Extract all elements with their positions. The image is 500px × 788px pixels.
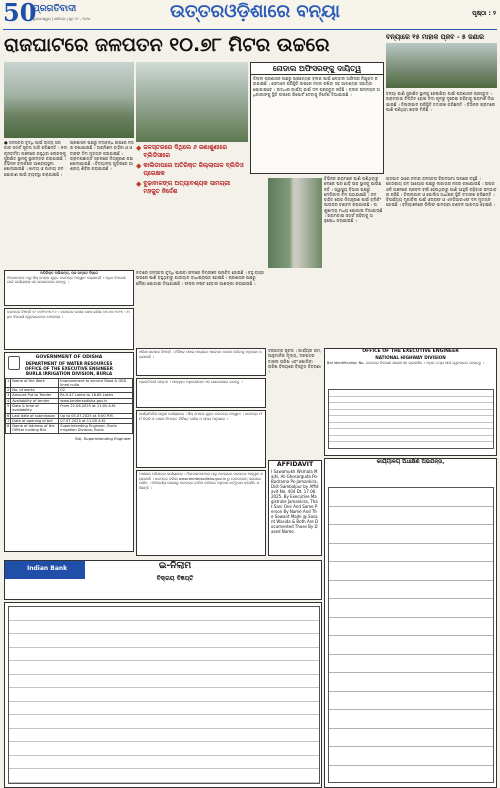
highlight-item: ◆ କାଲିଡାପରେ ଅତିରିକ୍ତ ଜିଲ୍ଲାପାଳ ବ୍ଲିଡିଓ ପ୍ରେକ୍ଷକ (136, 162, 244, 177)
center-notice-2-body: ପ୍ରଗତିବାଦୀ ସମ୍ବାଦ । ସମ୍ପୃକ୍ତ ଅଧିକାରୀଙ୍କ ସହ ଯୋଗାଯୋଗ କରନ୍ତୁ । (139, 380, 243, 384)
flood-photo-people (136, 62, 248, 142)
date-line: ଭୁବନେଶ୍ୱର | ଶନିବାର | ଜୁନ ୧୯ , ୨୦୨୫ (33, 17, 91, 21)
side-headline: ବନ୍ୟାରେ ୧୫ ମାହାକ ପ୍ଳବ - ୫ ଜଣାର (386, 33, 484, 41)
tender-cell-no: 7 (7, 418, 10, 423)
bullet-icon: ◆ (136, 180, 142, 188)
notice-small-2-body: ଦରପତ୍ର ବିଜ୍ଞପ୍ତି ନଂ ୦୧/୨୦୨୫-୨୬ । ଦରପତ୍ର ଦାଖଲ ଶେଷ ତାରିଖ ୦୫.୦୭.୨୦୨୫ । ଅଧିକ ବିବରଣୀ ୱେବସାଇଟରେ ଉପଲବ୍ଧ । (7, 310, 130, 319)
masthead-divider (3, 29, 497, 30)
left-column-story: ● ଜଳସ୍ତର ବୃଦ୍ଧି ପାଇଁ ରାଜ୍ୟ ସରକାର ସତର୍କ ସୂଚନା ଜାରି କରିଛନ୍ତି । ନଦୀ କୂଳବର୍ତ୍ତୀ ଅଞ୍ଚଳରେ ରହୁଥିବା ଲୋକଙ୍କୁ ସୁରକ୍ଷିତ ସ୍ଥାନକୁ ସ୍ଥାନାନ୍ତର କରାଯାଉଛି । ବିଭିନ୍ନ ବ୍ଲକରେ ଆଶ୍ରୟସ୍ଥଳୀ ଖୋଲାଯାଇଛି । ଖାଦ୍ୟ ଓ ପାନୀୟ ଜଳ ଯୋଗାଣ ପାଇଁ ବ୍ୟବସ୍ଥା କରାଯାଇଛି । (4, 140, 68, 177)
center-notice-2 (136, 378, 266, 408)
govt-emblem-icon (8, 356, 20, 370)
tender-row (6, 424, 133, 434)
main-headline: ରାଜଘାଟରେ ଜଳପତନ ୧୦.୭୮ ମିଟର ଉଚ୍ଚରେ (4, 34, 330, 56)
tender-signature: Sd/- Superintending Engineer (75, 435, 131, 441)
tender-table (5, 378, 133, 434)
indian-bank-logo (5, 561, 85, 579)
tender-cell-no: 1 (6, 378, 11, 388)
flood-photo-main (4, 62, 134, 138)
notice-small-1-body: ଠିକାଦାରଙ୍କ ଠାରୁ ସିଲ୍ ମୋହର ଯୁକ୍ତ ଦରପତ୍ର ଆହ୍ୱାନ କରାଯାଉଛି । ଅଧିକ ବିବରଣୀ ପାଇଁ କାର୍ଯ୍ୟାଳୟ ସହ ଯୋଗାଯୋଗ କରନ୍ତୁ । (7, 275, 126, 284)
bullet-icon: ◆ (136, 144, 142, 152)
notice-small-1-title: ଅତିରିକ୍ତ ଅଭିଯନ୍ତା, ଜଳ ସମ୍ପଦ ବିଭାଗ (40, 271, 98, 275)
section-title: ଉତ୍ତରଓଡ଼ିଶାରେ ବନ୍ୟା (169, 1, 341, 22)
right-column-text: ରାଜଘାଟ ଠାରେ ନଦୀର ଜଳସ୍ତର ବିପଦସୀମା ଉପରେ ବହୁଛି । କେନ୍ଦ୍ରୀୟ ଜଳ ଆୟୋଗ ପକ୍ଷରୁ ଲଗାତାର ନଜର ରଖାଯାଉଛି । ଉପରଓଳି ଅଞ୍ଚଳରେ ପ୍ରବଳ ବର୍ଷା ହେଉଥିବାରୁ ପାଣି ଆହୁରି ବଢ଼ିବାର ସମ୍ଭାବନା ରହିଛି । ଜିଲ୍ଲାପାଳ ଓ ପୋଲିସ ଅଧୀକ୍ଷକ ସ୍ଥିତି ତଦାରଖ କରିଛନ୍ତି । ବିପର୍ଯ୍ୟୟ ମୁକାବିଲା ପାଇଁ ଓଡ୍ରାଫ ଓ ଏନଡିଆରଏଫ ଦଳ ମୁତୟନ ହୋଇଛି । ବନ୍ୟାଞ୍ଚଳରେ ରିଲିଫ ସାମଗ୍ରୀ ବଣ୍ଟନ ଆରମ୍ଭ ହୋଇଛି । (386, 176, 497, 208)
tender-cell-no: 5 (6, 403, 11, 413)
center-notice-1-body: ଓଡ଼ିଶା ସରକାର ବିଜ୍ଞପ୍ତି । ନିର୍ଦ୍ଦିଷ୍ଟ ସମୟ ମଧ୍ୟରେ ଆବେଦନ ଦାଖଲ କରିବାକୁ ଅନୁରୋଧ କରାଯାଉଛି । (139, 350, 262, 359)
center-notice-3-body: କାର୍ଯ୍ୟନିର୍ବାହୀ ଯନ୍ତ୍ରୀ କାର୍ଯ୍ୟାଳୟ । ସିଲ୍ ମୋହର ଯୁକ୍ତ ଦରପତ୍ର ଆହ୍ୱାନ । ଦରପତ୍ର ଫର୍ମ ବିକ୍ରି ଓ ଦାଖଲ ନିମନ୍ତେ ନିର୍ଦ୍ଦିଷ୍ଟ ତାରିଖ ଓ ସମୟ ଅନୁସାରେ । (139, 412, 263, 421)
center-small-column: ଦରପତ୍ର ସୂଚନା । କାର୍ଯ୍ୟର ନାମ, ଆନୁମାନିକ ମୂଲ୍ୟ, ଦରପତ୍ର ଦାଖଲ ତାରିଖ ଏବଂ ଖୋଲିବା ତାରିଖ ବିଷୟରେ ବିସ୍ତୃତ ବିବରଣୀ । (268, 348, 322, 375)
tender-cell-value: www.tendersodisha.gov.in (59, 398, 133, 403)
logo-digits: 50 (3, 2, 37, 26)
tender-cell-no: 3 (7, 393, 10, 398)
center-notice-3 (136, 410, 266, 468)
tender-cell-value: Up to 05.07.2025 at 5:00 P.M. (59, 413, 133, 418)
highlight-item: ◆ ବୁଢାବାଳଙ୍ଗ ଅତ୍ୟାବଶ୍ୟକ ସାମଗ୍ରୀ ମହଜୁତ ନିର୍ଦ୍ଦେଶ (136, 180, 231, 195)
tender-notice (4, 352, 134, 552)
bank-name: Indian Bank (27, 565, 68, 572)
bullet-icon: ◆ (136, 162, 142, 170)
tender-cell-label: Last date of submission (11, 413, 59, 418)
tender-cell-label: Date & time of availability (11, 403, 59, 413)
right-notice-table (328, 389, 494, 449)
tender-cell-label: Amount Put to Tender (11, 393, 59, 398)
tender-row (6, 403, 133, 413)
tender-cell-value: 02 (59, 388, 133, 393)
right-notice (324, 348, 497, 456)
auction-ad (4, 560, 322, 600)
callout-box (250, 62, 384, 174)
side-story (386, 33, 497, 173)
govt-title: GOVERNMENT OF ODISHA (35, 355, 103, 360)
newspaper-logo (3, 2, 111, 26)
tender-cell-label: Name of the Work (11, 378, 59, 388)
tender-cell-value: Improvement to service Road & GED lined nulla (59, 378, 133, 388)
callout-body: ଜିଲ୍ଲା ପ୍ରଶାସନ ପକ୍ଷରୁ ପ୍ରତ୍ୟେକ ବ୍ଲକ ପାଇଁ ନୋଡାଲ ଅଫିସର ନିଯୁକ୍ତ କରାଯାଇଛି । ସେମାନେ ପରିସ୍ଥିତି ଉପରେ ନଜର ରଖିବା ସହ ଆବଶ୍ୟକ ସହାୟତା ଯୋଗାଇବେ । ଉଦ୍ଧାର କାର୍ଯ୍ୟ ପାଇଁ ଦଳ ପ୍ରସ୍ତୁତ ରହିଛି । ବ୍ଲକ ଉନ୍ନୟନ ଅଧିକାରୀଙ୍କୁ ସ୍ଥିତି ଉପରେ ରିପୋର୍ଟ ଦେବାକୁ ନିର୍ଦ୍ଦେଶ ଦିଆଯାଇଛି । (253, 76, 380, 97)
center-notice-4 (136, 470, 266, 556)
tender-cell-no: 6 (7, 413, 10, 418)
office-name: OFFICE OF THE EXECUTIVE ENGINEER (25, 365, 113, 371)
masthead (0, 0, 500, 29)
highlight-item: ◆ ଜଳସ୍ତରରେ ଦିଥିଲେ ୬ ଜଣାଶୁଣାରେ ବ୍ଲିଡିସୀରେ (136, 144, 228, 159)
auction-title: ଇ-ନିଲାମ (158, 561, 192, 571)
auction-details (4, 602, 322, 788)
affidavit-title: AFFIDAVIT (276, 461, 314, 468)
side-story-body: ବନ୍ୟା ପାଣି ସୁରକ୍ଷିତ ସ୍ଥାନକୁ ନେଇଯିବା ପାଇଁ ପ୍ରଶାସନ ପ୍ରସ୍ତୁତ । ଗ୍ରାମବାସୀ ଚିନ୍ତିତ ହୋଇ ନଦୀ କୂଳରୁ ଦୂରେଇ ରହିବାକୁ ପରାମର୍ଶ ଦିଆଯାଇଛି । ଜିଲ୍ଲାପାଳ ପରିସ୍ଥିତି ତଦାରଖ କରିଛନ୍ତି । ବିଭିନ୍ନ ଗ୍ରାମରେ ପାଣି ପଶିଥିବା ଖବର ମିଳିଛି । (386, 91, 496, 112)
notice-small-2 (4, 308, 134, 350)
tender-cell-value: Superintending Engineer, Burla Irrigation Division, Burla (59, 424, 133, 434)
affidavit-body: I Sawamukh Wsmala Majhi, At-Ghosarguda Po-Badrama Ps-Jamankira, Dist-Sambalpur by Affidavit No. 404 Dt. 17.06.2025. By Executive Magistrate Jamankira, That Sani One And Same Person By Name And The Sawant Majhi @ Sasant Wasida & Both Are Documented Those By Dased Name. (271, 469, 319, 534)
highlights-list (136, 144, 248, 268)
center-notice-1 (136, 348, 266, 376)
callout-title: ନୋଡାଲ ଅଫିସରଙ୍କୁ ଦାୟିତ୍ୱ (251, 63, 383, 75)
tender-cell-label: Name of Address of the Officer Inviting Bid (11, 424, 59, 434)
affidavit (268, 460, 322, 556)
tender-cell-value: From 22.06.2025 at 11:00 A.M. (59, 403, 133, 413)
page-label: ପୃଷ୍ଠା : ୨ (472, 10, 496, 17)
flood-gauge-photo (268, 178, 322, 268)
right-notice-subtitle: NATIONAL HIGHWAY DIVISION (375, 355, 446, 360)
left-column-story-2: ପ୍ରଶାସନ ପକ୍ଷରୁ ନଦୀବନ୍ଧ ଉପରେ ନଜର ରଖାଯାଇଛି । ଅଗ୍ନିଶମ ବାହିନୀ ଓ ଓଡ୍ରାଫ ଟିମ ମୁତୟନ କରାଯାଇଛି । ଗ୍ରାମପଞ୍ଚାୟତ ସ୍ତରରେ ନିୟନ୍ତ୍ରଣ କକ୍ଷ ଖୋଲାଯାଇଛି । ବିଦ୍ୟାଳୟ ଗୁଡ଼ିକରେ ଆଶ୍ରୟ ଶିବିର କରାଯାଇଛି । (70, 140, 134, 172)
tender-cell-value: 07.07.2025 at 11:00 A.M. (59, 418, 133, 423)
right-table-title: କାର୍ଯ୍ୟାଳୟ ଅଧୀକ୍ଷଣ ଅଭିଯନ୍ତା, (376, 459, 445, 465)
tender-row (6, 413, 133, 418)
tender-cell-label: Availability of tender (11, 398, 59, 403)
tender-cell-no: 4 (7, 398, 10, 403)
logo-name: ପ୍ରଗତିବାଦୀ (33, 4, 77, 14)
center-notice-4-body: ଅଧୀକ୍ଷଣ ଅଭିଯନ୍ତା କାର୍ଯ୍ୟାଳୟ । ଠିକାଦାରମାନଙ୍କ ଠାରୁ ଅନଲାଇନ୍ ଦରପତ୍ର ଆହ୍ୱାନ କରାଯାଉଛି । ଦରପତ୍ର ଦଲିଲ www.tendersodisha.gov.in ରୁ ଡାଉନଲୋଡ୍ କରାଯାଇପାରିବ । ଅନିବାର୍ଯ୍ୟ କାରଣରୁ ଦରପତ୍ର ବାତିଲ କରିବାର ଅଧିକାର କର୍ତ୍ତୃପକ୍ଷ ସଂରକ୍ଷିତ ରଖିଛନ୍ତି । (139, 472, 264, 490)
tender-cell-label: No. of works (11, 388, 59, 393)
middle-column-text-2: ବିଭିନ୍ନ ଗ୍ରାମରେ ପାଣି ପଶିଥିବାରୁ ଲୋକେ ଘର ଛାଡ଼ି ଉଚ୍ଚ ସ୍ଥାନକୁ ଯାଉଛନ୍ତି । ସ୍ୱାସ୍ଥ୍ୟ ବିଭାଗ ପକ୍ଷରୁ ମେଡିକାଲ ଟିମ ପଠାଯାଇଛି । ଜଳବାହିତ ରୋଗ ନିୟନ୍ତ୍ରଣ ପାଇଁ ବ୍ଲିଚିଂ ପାଉଡର ବଣ୍ଟନ କରାଯାଉଛି । ପଶୁଖାଦ୍ୟ ମଧ୍ୟ ଯୋଗାଇ ଦିଆଯାଉଛି । ଗ୍ରାମବାସୀ ସତର୍କ ରହିବାକୁ ଅନୁରୋଧ କରାଯାଇଛି । (324, 176, 383, 224)
tender-row (6, 378, 133, 388)
auction-table-grid (8, 606, 320, 784)
tender-cell-no: 8 (6, 424, 11, 434)
flood-photo-right (386, 43, 497, 88)
right-table-notice (324, 458, 497, 788)
tender-cell-no: 2 (7, 388, 10, 393)
notice-small-1 (4, 270, 134, 306)
auction-subtitle: ବିକ୍ରୟ ବିଜ୍ଞପ୍ତି (156, 575, 194, 582)
middle-column-text: ନଦୀରେ ଜଳସ୍ତର ବୃଦ୍ଧି ପାଇବା ଫଳରେ ନିମ୍ନାଞ୍ଚଳ ପ୍ଳାବିତ ହୋଇଛି । ବହୁ ରାସ୍ତା ଉପରେ ପାଣି ବହୁଥିବାରୁ ଯାତାୟାତ ବାଧାପ୍ରାପ୍ତ ହୋଇଛି । ପ୍ରଶାସନ ପକ୍ଷରୁ ନୌକା ଯୋଗାଇ ଦିଆଯାଇଛି । ଫସଲ ନଷ୍ଟ ହେବାର ଆଶଙ୍କା କରାଯାଉଛି । (136, 270, 265, 286)
tender-cell-value: Rs.9.47 Lakhs to 18.65 Lakhs (59, 393, 133, 398)
dept-name: DEPARTMENT OF WATER RESOURCES (25, 360, 113, 366)
right-table-grid (328, 487, 494, 783)
tender-cell-label: Date of opening of bid (11, 418, 59, 423)
division-name: BURLA IRRIGATION DIVISION, BURLA (25, 370, 113, 376)
right-notice-title: OFFICE OF THE EXECUTIVE ENGINEER (362, 349, 459, 354)
right-notice-body: Bid Identification No. ଦରପତ୍ର ବିବରଣୀ ସାରଣୀ ସହ ପ୍ରକାଶିତ । ଅଧିକ ତଥ୍ୟ ପାଇଁ ୱେବସାଇଟ ଦେଖନ୍ତୁ । (327, 361, 484, 365)
